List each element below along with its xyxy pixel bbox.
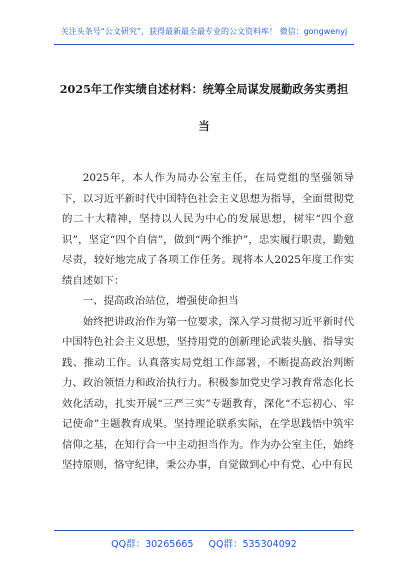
footer [0,536,408,550]
section-heading: 一、提高政治站位，增强使命担当 [82,295,239,307]
document-body [62,168,354,476]
footer-qq-group-2: QQ群：535304092 [208,539,297,550]
document-title: 2025年工作实绩自述材料：统筹全局谋发展勤政务实勇担 [59,82,349,96]
header-banner: 关注头条号“公文研究”，获得最新最全最专业的公文资料库！ 微信：gongwenyj [60,27,348,36]
header-divider [54,44,354,45]
document-title-continued: 当 [198,119,210,133]
body-paragraph: 始终把讲政治作为第一位要求，深入学习贯彻习近平新时代中国特色社会主义思想，坚持用党的创新理论武装头脑、指导实践、推动工作。认真落实局党组工作部署，不断提高政治判断力、政治领悟力和政治执行力。积极参加党史学习教育常态化长效化活动，扎实开展“三严三实”专题教育，深化“不忘初心、牢记使命”主题教育成果。坚持理论联系实际，在学思践悟中筑牢信仰之基，在知行合一中主动担当作为。作为办公室主任，始终坚持原则，恪守纪律，秉公办事，自觉做到心中有党、心中有民 [62,315,354,471]
footer-qq-group-1: QQ群：30265665 [111,539,194,550]
intro-paragraph: 2025年，本人作为局办公室主任，在局党组的坚强领导下，以习近平新时代中国特色社会主义思想为指导，全面贯彻党的二十大精神，坚持以人民为中心的发展思想，树牢“四个意识”，坚定“四个自信”，做到“两个维护”，忠实履行职责，勤勉尽责，较好地完成了各项工作任务。现将本人2025年度工作实绩自述如下： [62,172,354,287]
footer-divider [54,530,354,531]
